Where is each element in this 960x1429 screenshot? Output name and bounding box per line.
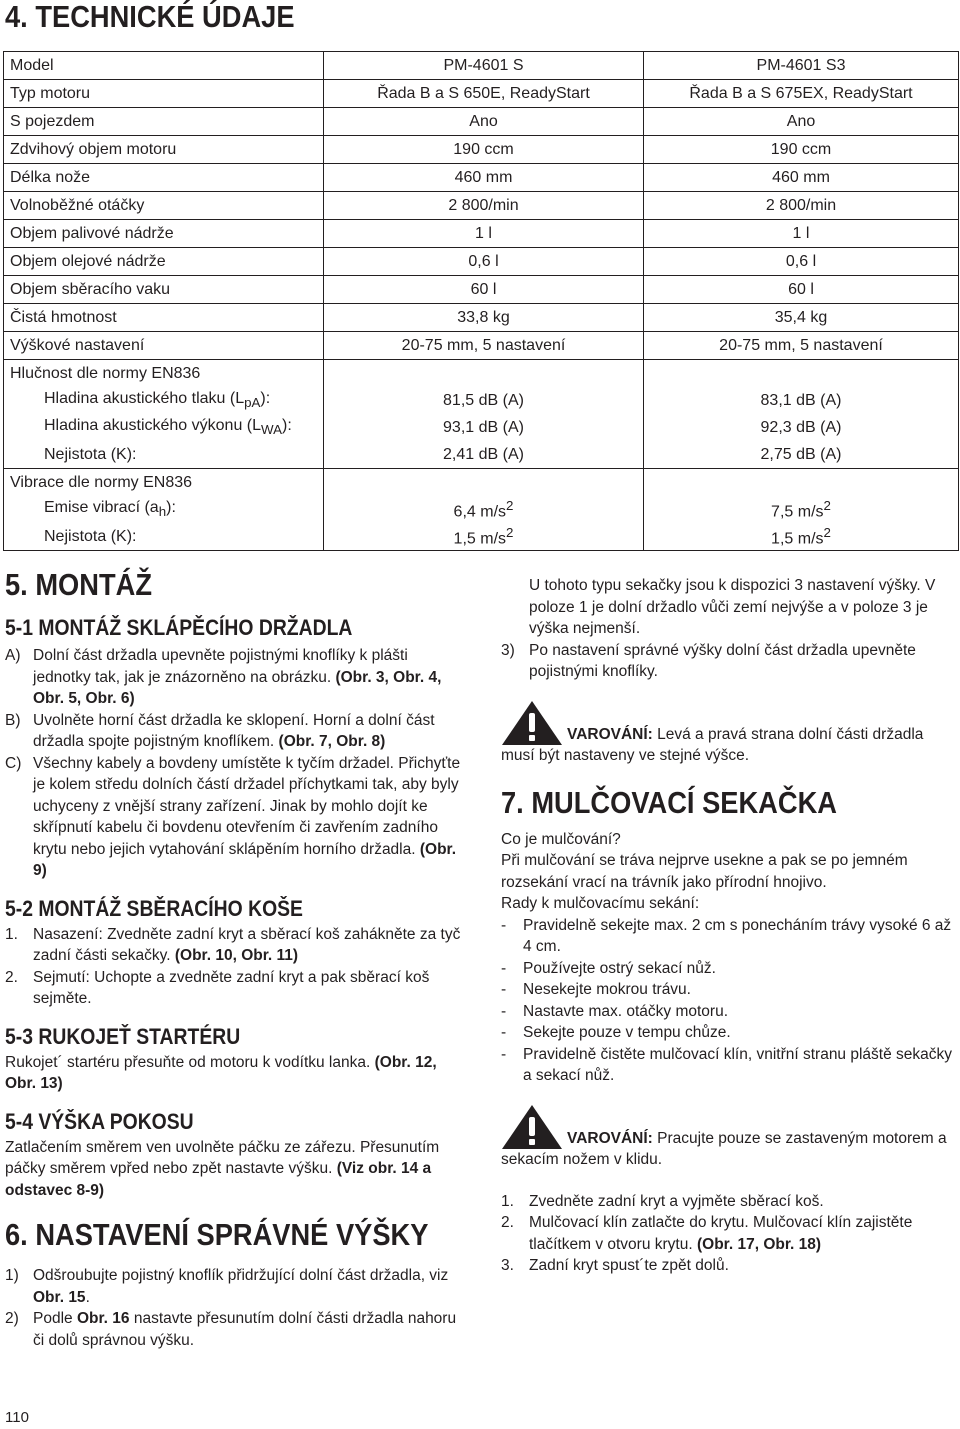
- table-row: [4, 332, 959, 360]
- table-row: [4, 496, 959, 523]
- warning-box: VAROVÁNÍ: Pracujte pouze se zastaveným motorem a sekacím nožem v klidu.: [501, 1104, 956, 1171]
- list-item: - Nesekejte mokrou trávu.: [501, 981, 691, 998]
- table-cell: Ano: [324, 108, 644, 136]
- table-row-noise-heading: [4, 360, 959, 388]
- table-cell: Objem palivové nádrže: [4, 220, 324, 248]
- list-item: 1. Nasazení: Zvedněte zadní kryt a sběrací koš zahákněte za tyč zadní části sekačky. (Obr. 10, Obr. 11): [5, 925, 461, 964]
- table-row: [4, 387, 959, 414]
- table-cell: Vibrace dle normy EN836: [4, 469, 324, 497]
- warning-box: VAROVÁNÍ: Levá a pravá strana dolní části držadla musí být nastaveny ve stejné výšce.: [501, 700, 956, 767]
- table-cell: 1,5 $m/s^2$: [644, 523, 959, 551]
- list-item: 1. Zvedněte zadní kryt a vyjměte sběrací koš.: [501, 1192, 824, 1210]
- table-cell: Délka nože: [4, 164, 324, 192]
- paragraph: Při mulčování se tráva nejprve usekne a pak se po jemném rozsekání vrací na trávník jako přírodní hnojivo.: [501, 852, 908, 891]
- section-5-2-title: 5-2 MONTÁŽ SBĚRACÍHO KOŠE: [5, 895, 303, 921]
- paragraph: Zatlačením směrem ven uvolněte páčku ze zářezu. Přesunutím páčky směrem vpřed nebo zpět nastavte výšku. (Viz obr. 14 a odstavec 8-9): [5, 1138, 440, 1199]
- table-cell: Nejistota (K):: [4, 441, 324, 469]
- section-5-4-title: 5-4 VÝŠKA POKOSU: [5, 1108, 194, 1134]
- table-row: [4, 220, 959, 248]
- table-cell: Výškové nastavení: [4, 332, 324, 360]
- table-header-row: [4, 52, 959, 80]
- table-cell: 190 ccm: [644, 136, 959, 164]
- table-cell: 93,1 dB (A): [324, 414, 644, 441]
- table-cell: 60 l: [324, 276, 644, 304]
- table-row: [4, 248, 959, 276]
- page-number: 110: [5, 1409, 29, 1426]
- list-item: 3. Zadní kryt spust´te zpět dolů.: [501, 1257, 729, 1274]
- table-cell: 2,41 dB (A): [324, 441, 644, 469]
- left-column: [5, 567, 465, 1351]
- table-cell: Volnoběžné otáčky: [4, 192, 324, 220]
- table-cell: 1 l: [644, 220, 959, 248]
- table-cell: 35,4 kg: [644, 304, 959, 332]
- table-cell: 92,3 dB (A): [644, 414, 959, 441]
- technical-specs-table: [3, 51, 959, 551]
- table-cell: 190 ccm: [324, 136, 644, 164]
- paragraph: Rady k mulčovacímu sekání:: [501, 895, 700, 912]
- table-row: [4, 192, 959, 220]
- table-cell: 20-75 mm, 5 nastavení: [644, 332, 959, 360]
- table-cell: Řada B a S 650E, ReadyStart: [324, 80, 644, 108]
- table-cell: Objem olejové nádrže: [4, 248, 324, 276]
- table-cell: 460 mm: [644, 164, 959, 192]
- table-cell: Model: [4, 52, 324, 80]
- table-cell: 1,5 $m/s^2$: [324, 523, 644, 551]
- table-cell: Řada B a S 675EX, ReadyStart: [644, 80, 959, 108]
- paragraph: U tohoto typu sekačky jsou k dispozici 3 nastavení výšky. V poloze 1 je dolní držadlo vůči zemí nejvýše a v poloze 3 je výška nejmenší.: [529, 577, 936, 637]
- right-column: [501, 575, 956, 1277]
- list-item: C) Všechny kabely a bovdeny umístěte k tyčím držadel. Přichyťte je kolem středu dolních částí držadel příchytkami tak, aby byly uchyceny z vnější strany zařízení. Jinak by mohlo dojít ke skřípnutí kabelu či bovdenu otevřením či zavřením zadního krytu nebo jejich vytahování sklápěním horního držadla. (Obr. 9): [5, 754, 461, 879]
- table-cell: Čistá hmotnost: [4, 304, 324, 332]
- section-6-title: 6. NASTAVENÍ SPRÁVNÉ VÝŠKY: [5, 1217, 429, 1252]
- table-row: [4, 80, 959, 108]
- table-cell: Emise vibrací $(a_h)$:: [4, 496, 324, 523]
- table-cell: 2,75 dB (A): [644, 441, 959, 469]
- table-cell: 7,5 $m/s^2$: [644, 496, 959, 523]
- table-cell: 33,8 kg: [324, 304, 644, 332]
- table-cell: 20-75 mm, 5 nastavení: [324, 332, 644, 360]
- table-row: [4, 276, 959, 304]
- table-cell: 83,1 dB (A): [644, 387, 959, 414]
- list-item: 3) Po nastavení správné výšky dolní část držadla upevněte pojistnými knoflíky.: [501, 641, 916, 680]
- table-cell: Hlučnost dle normy EN836: [4, 360, 324, 388]
- list-item: - Pravidelně čistěte mulčovací klín, vnitřní stranu pláště sekačky a sekací nůž.: [501, 1045, 953, 1084]
- table-cell: PM-4601 S: [324, 52, 644, 80]
- table-row-vibration-heading: [4, 469, 959, 497]
- table-cell: 81,5 dB (A): [324, 387, 644, 414]
- table-row: [4, 136, 959, 164]
- table-cell: S pojezdem: [4, 108, 324, 136]
- list-item: - Sekejte pouze v tempu chůze.: [501, 1024, 731, 1041]
- list-item: - Nastavte max. otáčky motoru.: [501, 1002, 729, 1020]
- table-cell: Objem sběracího vaku: [4, 276, 324, 304]
- table-cell: 460 mm: [324, 164, 644, 192]
- table-cell: 6,4 $m/s^2$: [324, 496, 644, 523]
- list-item: B) Uvolněte horní část držadla ke sklopení. Horní a dolní část držadla spojte pojistným knoflíkem. (Obr. 7, Obr. 8): [5, 711, 435, 750]
- table-cell: Hladina akustického výkonu $(L_{WA})$:: [4, 414, 324, 441]
- list-item: - Pravidelně sekejte max. 2 cm s ponecháním trávy vysoké 6 až 4 cm.: [501, 916, 952, 955]
- list-item: 2) Podle Obr. 16 nastavte přesunutím dolní části držadla nahoru či dolů správnou výšku.: [5, 1310, 457, 1349]
- table-row: [4, 108, 959, 136]
- table-row: [4, 164, 959, 192]
- table-cell: 2 800/min: [324, 192, 644, 220]
- table-cell: 1 l: [324, 220, 644, 248]
- section-5-title: 5. MONTÁŽ: [5, 567, 153, 602]
- list-item: A) Dolní část držadla upevněte pojistnými knoflíky k plášti jednotky tak, jak je znázorněno na obrázku. (Obr. 3, Obr. 4, Obr. 5, Obr. 6): [5, 647, 442, 707]
- table-row: [4, 304, 959, 332]
- table-cell: Typ motoru: [4, 80, 324, 108]
- table-cell: Ano: [644, 108, 959, 136]
- section-5-3-title: 5-3 RUKOJEŤ STARTÉRU: [5, 1023, 241, 1049]
- table-cell: Nejistota (K):: [4, 523, 324, 551]
- paragraph: Rukojet´ startéru přesuňte od motoru k vodítku lanka. (Obr. 12, Obr. 13): [5, 1053, 437, 1092]
- warning-triangle-icon: [501, 1104, 563, 1150]
- table-row: [4, 441, 959, 469]
- list-item: 1) Odšroubujte pojistný knoflík přidržující dolní část držadla, viz Obr. 15.: [5, 1267, 449, 1306]
- table-cell: Zdvihový objem motoru: [4, 136, 324, 164]
- section-7-title: 7. MULČOVACÍ SEKAČKA: [501, 784, 837, 820]
- table-cell: 2 800/min: [644, 192, 959, 220]
- list-item: 2. Mulčovací klín zatlačte do krytu. Mulčovací klín zajistěte tlačítkem v otvoru krytu. (Obr. 17, Obr. 18): [501, 1214, 913, 1253]
- table-row: [4, 414, 959, 441]
- table-cell: PM-4601 S3: [644, 52, 959, 80]
- table-row: [4, 523, 959, 551]
- list-item: 2. Sejmutí: Uchopte a zvedněte zadní kryt a pak sběrací koš sejměte.: [5, 968, 430, 1007]
- warning-triangle-icon: [501, 700, 563, 746]
- table-cell: 0,6 l: [644, 248, 959, 276]
- paragraph: Co je mulčování?: [501, 830, 621, 848]
- section-5-1-title: 5-1 MONTÁŽ SKLÁPĚCÍHO DRŽADLA: [5, 615, 353, 640]
- section-4-title: 4. TECHNICKÉ ÚDAJE: [5, 0, 295, 34]
- list-item: - Používejte ostrý sekací nůž.: [501, 959, 716, 977]
- table-cell: 0,6 l: [324, 248, 644, 276]
- table-cell: 60 l: [644, 276, 959, 304]
- table-cell: Hladina akustického tlaku $(L_{pA})$:: [4, 387, 324, 414]
